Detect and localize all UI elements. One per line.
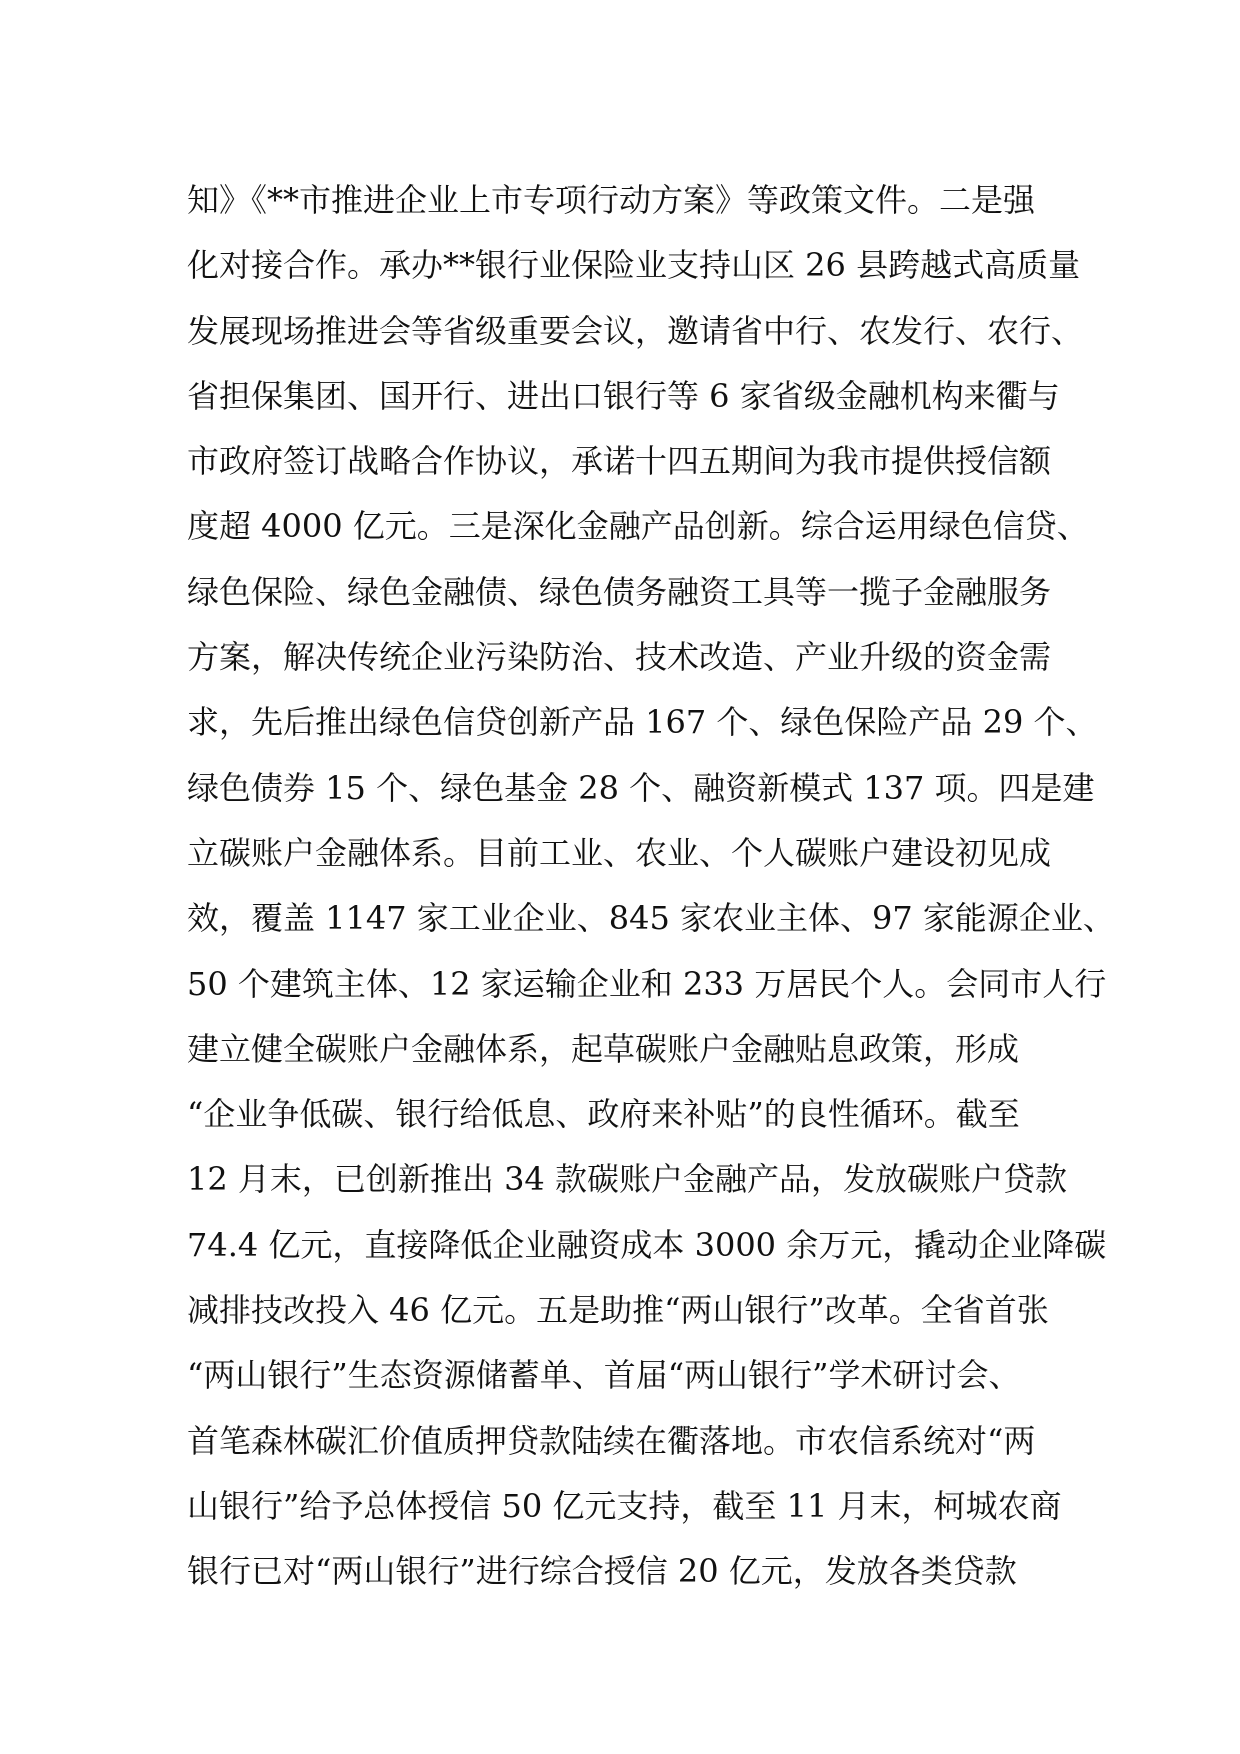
text-line: 省担保集团、国开行、进出口银行等 6 家省级金融机构来衢与 bbox=[187, 376, 1060, 415]
text-line: “企业争低碳、银行给低息、政府来补贴”的良性循环。截至 bbox=[187, 1095, 1020, 1134]
text-line: 知》《**市推进企业上市专项行动方案》等政策文件。二是强 bbox=[187, 181, 1036, 219]
text-line: 绿色债券 15 个、绿色基金 28 个、融资新模式 137 项。四是建 bbox=[187, 768, 1095, 807]
text-line: “两山银行”生态资源储蓄单、首届“两山银行”学术研讨会、 bbox=[187, 1356, 1021, 1395]
text-line: 方案，解决传统企业污染防治、技术改造、产业升级的资金需 bbox=[187, 638, 1052, 677]
text-line: 减排技改投入 46 亿元。五是助推“两山银行”改革。全省首张 bbox=[187, 1291, 1049, 1330]
text-line: 立碳账户金融体系。目前工业、农业、个人碳账户建设初见成 bbox=[187, 833, 1052, 872]
text-line: 12 月末，已创新推出 34 款碳账户金融产品，发放碳账户贷款 bbox=[187, 1160, 1067, 1199]
text-line: 74.4 亿元，直接降低企业融资成本 3000 余万元，撬动企业降碳 bbox=[187, 1225, 1107, 1264]
text-line: 度超 4000 亿元。三是深化金融产品创新。综合运用绿色信贷、 bbox=[187, 507, 1089, 546]
text-line: 银行已对“两山银行”进行综合授信 20 亿元，发放各类贷款 bbox=[187, 1552, 1017, 1591]
text-line: 发展现场推进会等省级重要会议，邀请省中行、农发行、农行、 bbox=[187, 311, 1084, 350]
text-line: 首笔森林碳汇价值质押贷款陆续在衢落地。市农信系统对“两 bbox=[187, 1421, 1036, 1460]
text-line: 求，先后推出绿色信贷创新产品 167 个、绿色保险产品 29 个、 bbox=[187, 703, 1098, 742]
text-line: 效，覆盖 1147 家工业企业、845 家农业主体、97 家能源企业、 bbox=[187, 899, 1115, 938]
body-text bbox=[187, 168, 1115, 1605]
text-line: 山银行”给予总体授信 50 亿元支持，截至 11 月末，柯城农商 bbox=[187, 1486, 1062, 1525]
text-line: 绿色保险、绿色金融债、绿色债务融资工具等一揽子金融服务 bbox=[187, 572, 1052, 611]
text-line: 化对接合作。承办**银行业保险业支持山区 26 县跨越式高质量 bbox=[187, 246, 1081, 285]
text-line: 50 个建筑主体、12 家运输企业和 233 万居民个人。会同市人行 bbox=[187, 964, 1107, 1003]
text-line: 建立健全碳账户金融体系，起草碳账户金融贴息政策，形成 bbox=[187, 1029, 1020, 1068]
text-line: 市政府签订战略合作协议，承诺十四五期间为我市提供授信额 bbox=[187, 442, 1052, 481]
